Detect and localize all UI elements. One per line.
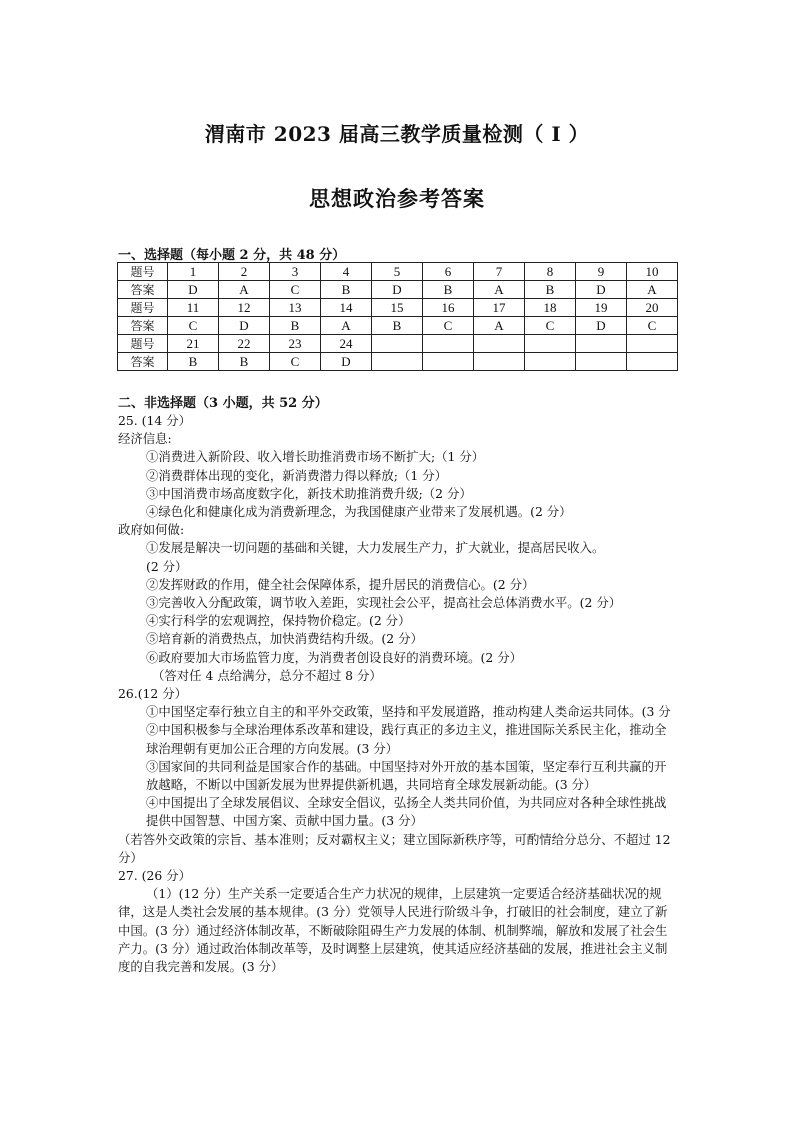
answer-table-cell: B [168,353,219,371]
answer-table-cell [525,335,576,353]
answer-table-cell: D [168,281,219,299]
q26-point: ④中国提出了全球发展倡议、全球安全倡议，弘扬全人类共同价值，为共同应对各种全球性挑战提供中国智慧、中国方案、贡献中国力量。(3 分） [146,795,667,829]
answer-table-cell: 14 [321,299,372,317]
answer-table-cell: A [474,317,525,335]
answer-table-cell: D [576,317,627,335]
answer-table-row [118,281,678,299]
answer-table-cell: 7 [474,263,525,281]
answer-table-cell: B [525,281,576,299]
answer-table-cell: B [219,353,270,371]
answer-table-cell: C [168,317,219,335]
answer-table-cell [474,353,525,371]
q26-point: ②中国积极参与全球治理体系改革和建设，践行真正的多边主义，推进国际关系民主化，推动全球治理朝有更加公正合理的方向发展。(3 分） [146,722,667,756]
q25-econ-point: ①消费进入新阶段、收入增长助推消费市场不断扩大;（1 分） [146,449,485,465]
answer-table-cell: 1 [168,263,219,281]
answer-table-cell: B [423,281,474,299]
answer-table-cell: D [372,281,423,299]
page-subtitle: 思想政治参考答案 [309,186,485,211]
answer-table-row [118,317,678,335]
answer-body [118,412,678,976]
answer-table-cell: B [321,281,372,299]
answer-table-cell: B [372,317,423,335]
row-header-cell: 答案 [118,281,168,299]
q27-heading: 27. (26 分） [118,868,191,884]
section-multiple-choice-heading: 一、选择题（每小题 2 分，共 48 分） [118,248,346,263]
q25-econ-point: ③中国消费市场高度数字化，新技术助推消费升级;（2 分） [146,485,472,501]
answer-table-cell: 23 [270,335,321,353]
q25-gov-point: ②发挥财政的作用，健全社会保障体系，提升居民的消费信心。(2 分） [146,576,535,592]
answer-table-cell [525,353,576,371]
answer-table-cell: C [627,317,678,335]
answer-table-cell: D [321,353,372,371]
answer-table-row [118,299,678,317]
row-header-cell: 题号 [118,299,168,317]
answer-table-cell [423,353,474,371]
q25-econ-point: ②消费群体出现的变化，新消费潜力得以释放;（1 分） [146,467,447,483]
q25-gov-point: ③完善收入分配政策，调节收入差距，实现社会公平，提高社会总体消费水平。(2 分） [146,595,622,611]
answer-table-cell: 16 [423,299,474,317]
answer-table-cell: A [627,281,678,299]
answer-table-cell: 24 [321,335,372,353]
q25-heading: 25. (14 分） [118,413,191,428]
answer-table-cell [576,353,627,371]
answer-table [117,262,678,371]
answer-table-cell [474,335,525,353]
answer-table-cell: 13 [270,299,321,317]
answer-table-cell: D [576,281,627,299]
q27-part1-answer: （1）(12 分）生产关系一定要适合生产力状况的规律，上层建筑一定要适合经济基础状况的规律，这是人类社会发展的基本规律。(3 分）党领导人民进行阶级斗争，打破旧的社会制度，建立了新中国。(3 分）通过经济体制改革，不断破除阻碍生产力发展的体制、机制弊端，解放和发展了社会生产力。(3 分）通过政治体制改革等，及时调整上层建筑，使其适应经济基础的发展，推进社会主义制度的自我完善和发展。(3 分） [118,886,668,975]
q25-econ-heading: 经济信息: [118,431,172,447]
answer-table-cell: C [423,317,474,335]
answer-table-cell: 22 [219,335,270,353]
q25-gov-heading: 政府如何做: [118,522,185,538]
answer-table-cell: C [270,281,321,299]
answer-table-cell: C [525,317,576,335]
row-header-cell: 题号 [118,263,168,281]
answer-table-cell: 8 [525,263,576,281]
answer-table-cell: 20 [627,299,678,317]
section-essay-heading: 二、非选择题（3 小题，共 52 分） [118,396,328,411]
page-title: 渭南市 2023 届高三教学质量检测（ I ） [204,122,590,146]
q26-scoring-note: （若答外交政策的宗旨、基本准则；反对霸权主义；建立国际新秩序等，可酌情给分总分、不超过 12 分） [118,831,671,865]
q25-gov-point: ④实行科学的宏观调控，保持物价稳定。(2 分） [146,613,411,629]
q25-gov-point: ⑤培育新的消费热点，加快消费结构升级。(2 分） [146,631,423,647]
answer-table-cell: 5 [372,263,423,281]
answer-table-cell [627,353,678,371]
answer-table-cell [627,335,678,353]
q26-point: ③国家间的共同利益是国家合作的基础。中国坚持对外开放的基本国策，坚定奉行互利共赢的开放越略，不断以中国新发展为世界提供新机遇，共同培育全球发展新动能。(3 分） [146,758,667,793]
answer-table-cell: 3 [270,263,321,281]
answer-table-cell: 15 [372,299,423,317]
answer-table-cell: A [474,281,525,299]
answer-table-cell: 2 [219,263,270,281]
answer-table-cell: 4 [321,263,372,281]
answer-table-cell: 19 [576,299,627,317]
answer-table-row [118,335,678,353]
row-header-cell: 答案 [118,353,168,371]
answer-table-cell: 9 [576,263,627,281]
answer-table-cell: A [321,317,372,335]
q26-heading: 26.(12 分） [118,686,188,702]
answer-table-cell: 12 [219,299,270,317]
answer-table-cell [372,335,423,353]
q25-econ-point: ④绿色化和健康化成为消费新理念，为我国健康产业带来了发展机遇。(2 分） [146,504,572,520]
answer-table-cell: A [219,281,270,299]
answer-table-cell: C [270,353,321,371]
answer-table-cell: D [219,317,270,335]
answer-table-cell: 10 [627,263,678,281]
q26-point: ①中国坚定奉行独立自主的和平外交政策，坚持和平发展道路，推动构建人类命运共同体。(3 分 [146,704,671,720]
q25-gov-point: ⑥政府要加大市场监管力度，为消费者创设良好的消费环境。(2 分） [146,649,522,665]
row-header-cell: 答案 [118,317,168,335]
answer-table-cell: 17 [474,299,525,317]
answer-table-cell [423,335,474,353]
answer-table-cell: 18 [525,299,576,317]
q25-gov-point: ①发展是解决一切问题的基础和关键，大力发展生产力，扩大就业，提高居民收入。 [146,540,605,556]
q25-gov-point-score: (2 分） [146,558,188,574]
answer-table-cell [372,353,423,371]
answer-table-cell: 21 [168,335,219,353]
answer-table-row [118,263,678,281]
answer-table-cell: B [270,317,321,335]
answer-table-cell [576,335,627,353]
q25-scoring-note: （答对任 4 点给满分，总分不超过 8 分） [152,667,382,683]
answer-table-row [118,353,678,371]
row-header-cell: 题号 [118,335,168,353]
answer-table-cell: 11 [168,299,219,317]
answer-table-cell: 6 [423,263,474,281]
